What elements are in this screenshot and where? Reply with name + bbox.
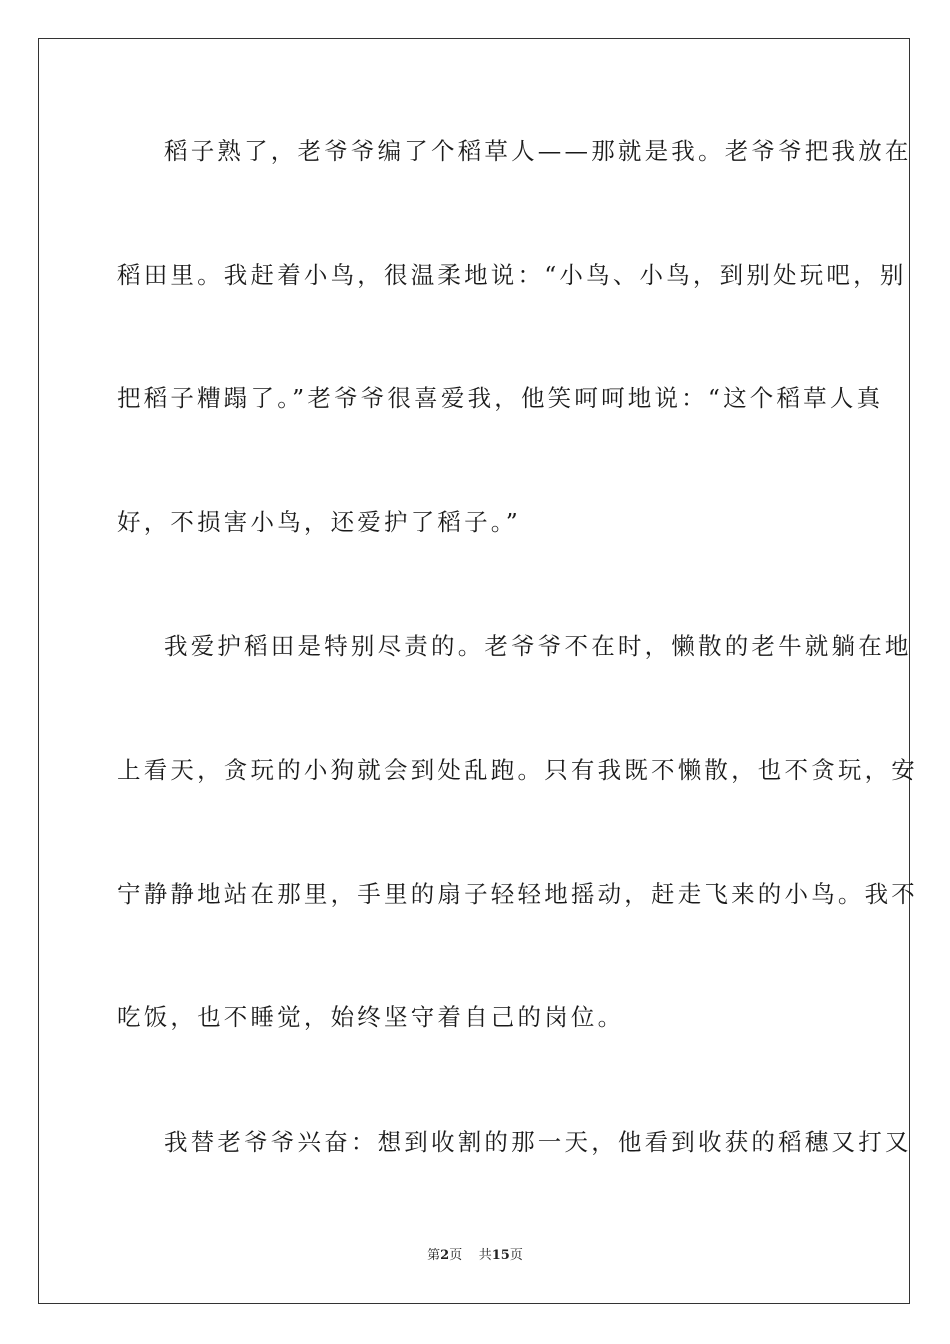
paragraph-2-line-4: 吃饭，也不睡觉，始终坚守着自己的岗位。 bbox=[117, 1003, 625, 1031]
paragraph-2-line-1: 我爱护稻田是特别尽责的。老爷爷不在时，懒散的老牛就躺在地 bbox=[164, 632, 912, 660]
paragraph-1-line-4: 好，不损害小鸟，还爱护了稻子。” bbox=[117, 508, 521, 536]
paragraph-2-line-2: 上看天，贪玩的小狗就会到处乱跑。只有我既不懒散，也不贪玩，安 bbox=[117, 756, 918, 784]
page-prefix: 第 bbox=[427, 1248, 441, 1263]
page-footer bbox=[0, 1247, 950, 1265]
paragraph-2-line-3: 宁静静地站在那里，手里的扇子轻轻地摇动，赶走飞来的小鸟。我不 bbox=[117, 880, 918, 908]
page-border bbox=[38, 38, 918, 1304]
total-prefix: 共 bbox=[478, 1248, 492, 1263]
paragraph-3-line-1: 我替老爷爷兴奋：想到收割的那一天，他看到收获的稻穗又打又 bbox=[164, 1128, 912, 1156]
page-number: 2 bbox=[440, 1248, 450, 1263]
paragraph-1-line-2: 稻田里。我赶着小鸟，很温柔地说：“小鸟、小鸟，到别处玩吧，别 bbox=[117, 261, 907, 289]
total-pages: 15 bbox=[491, 1248, 510, 1263]
page-suffix: 页 bbox=[449, 1248, 463, 1263]
paragraph-1-line-1: 稻子熟了，老爷爷编了个稻草人——那就是我。老爷爷把我放在 bbox=[164, 137, 912, 165]
paragraph-1-line-3: 把稻子糟蹋了。”老爷爷很喜爱我，他笑呵呵地说：“这个稻草人真 bbox=[117, 384, 884, 412]
total-suffix: 页 bbox=[509, 1248, 523, 1263]
